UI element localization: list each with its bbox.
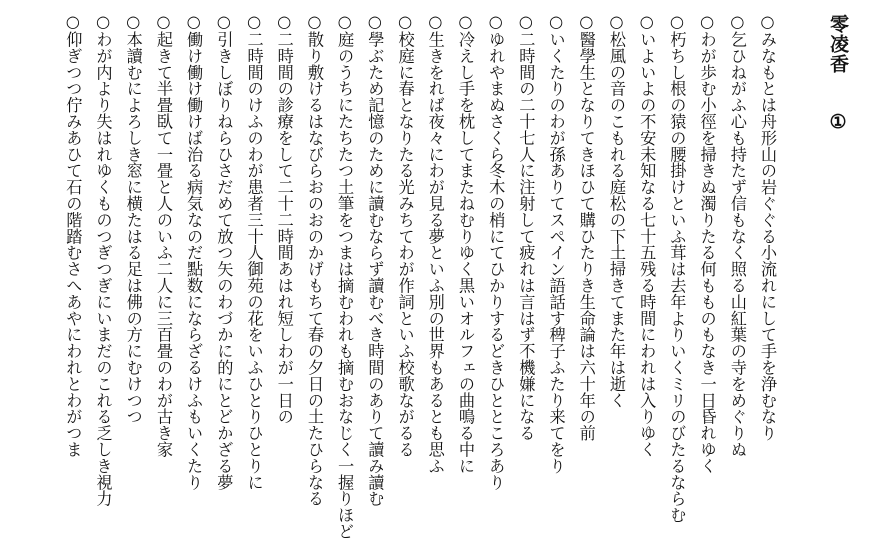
poem-text: 仰ぎつつ佇みあひて石の階踏むさへあやにわれとわがつま <box>63 31 83 458</box>
poem-line <box>450 12 480 474</box>
poem-line <box>208 12 238 490</box>
poem-text: 働け働け働けば治る病気なのだ點数にならざるけふもいくたり <box>184 31 204 491</box>
circle-marker-icon: ○ <box>395 12 415 32</box>
poem-text: 散り敷けるはなびらおのおのかげもちて春の夕日の土たひらなる <box>304 31 324 507</box>
poem-line <box>148 12 178 458</box>
poem-text: 二時間の診療をして二十二時間あはれ短しわが一日の <box>274 31 294 425</box>
circle-marker-icon: ○ <box>304 12 324 32</box>
poem-text: 乞ひねがふ心も持たず信もなく照る山紅葉の寺をめぐりぬ <box>727 31 747 458</box>
poem-text: みなもとは舟形山の岩ぐぐる小流れにして手を浄むなり <box>758 31 777 442</box>
poem-line <box>691 12 721 474</box>
poem-text: 學ぶため記憶のために讀むならず讀むべき時間のありて讀み讀む <box>365 31 385 507</box>
poem-text: わが内より失はれゆくものつぎつぎにいまだのこれる乏しき視力 <box>93 31 113 507</box>
circle-marker-icon: ○ <box>576 12 596 32</box>
poem-line <box>178 12 208 490</box>
circle-marker-icon: ○ <box>606 12 626 32</box>
poem-text: ゆれやまぬさくら冬木の梢にてひかりするどきひとところあり <box>486 31 506 491</box>
circle-marker-icon: ○ <box>546 12 566 32</box>
circle-marker-icon: ○ <box>637 12 657 32</box>
poem-line <box>87 12 117 507</box>
poem-text: 校庭に春となりたる光みちてわが作詞といふ校歌ながるる <box>395 31 415 458</box>
poem-line <box>480 12 510 490</box>
poem-text: 本讀むによろしき窓に横たはる足は佛の方にむけつつ <box>123 31 143 425</box>
circle-marker-icon: ○ <box>516 12 536 32</box>
poem-line <box>299 12 329 507</box>
poem-text: 起きて半畳臥て一畳と人のいふ二人に三百畳のわが古き家 <box>153 31 173 458</box>
poem-text: 二時間の二十七人に注射して疲れは言はず不機嫌になる <box>516 31 536 442</box>
poem-line <box>752 12 782 441</box>
poem-text: 朽ちし根の猿の腰掛けといふ茸は去年よりいくミリのびたるならむ <box>667 31 687 524</box>
poem-text: いくたりのわが孫ありてスペイン語話す稗子ふたり来てをり <box>546 31 566 475</box>
circle-marker-icon: ○ <box>486 12 506 32</box>
poem-text: 冷えし手を枕してまたねむりゆく黒いオルフェの曲鳴る中に <box>455 31 475 475</box>
document-title <box>824 14 852 134</box>
poem-text: いよいよの不安未知なる七十五残る時間にわれは入りゆく <box>637 31 657 458</box>
circle-marker-icon: ○ <box>697 12 717 32</box>
poem-line <box>359 12 389 507</box>
circle-marker-icon: ○ <box>184 12 204 32</box>
circle-marker-icon: ○ <box>153 12 173 32</box>
circle-marker-icon: ○ <box>455 12 475 32</box>
poem-text: 庭のうちにたちたつ土筆をつまは摘むわれも摘むおなじく一握りほど <box>335 31 355 540</box>
poem-text: 二時間のけふのわが患者三十人御苑の花をいふひとりひとりに <box>244 31 264 491</box>
poem-line <box>420 12 450 474</box>
circle-marker-icon: ○ <box>123 12 143 32</box>
poem-line <box>118 12 148 425</box>
poem-text: わが歩む小徑を掃きぬ濁りたる何もものもなき一日昏れゆく <box>697 31 717 475</box>
poem-text: 醫學生となりてきほひて購ひたりき生命論は六十年の前 <box>576 31 596 442</box>
circle-marker-icon: ○ <box>274 12 294 32</box>
poem-line <box>269 12 299 425</box>
circle-marker-icon: ○ <box>93 12 113 32</box>
circle-marker-icon: ○ <box>758 12 777 32</box>
poem-line <box>329 12 359 540</box>
poem-text: 松風の音のこもれる庭松の下土掃きてまた年は逝く <box>606 31 626 409</box>
poem-text: 引きしぼりねらひさだめて放つ矢のわづかに的にとどかざる夢 <box>214 31 234 491</box>
circle-marker-icon: ○ <box>667 12 687 32</box>
poem-line <box>601 12 631 408</box>
circle-marker-icon: ○ <box>365 12 385 32</box>
circle-marker-icon: ○ <box>425 12 445 32</box>
poem-line <box>57 12 87 458</box>
poem-line <box>661 12 691 523</box>
poem-line <box>631 12 661 458</box>
poem-line <box>389 12 419 458</box>
poem-line <box>510 12 540 441</box>
poem-line <box>571 12 601 441</box>
poem-line <box>722 12 752 458</box>
circle-marker-icon: ○ <box>727 12 747 32</box>
section-number: ① <box>827 111 849 134</box>
poem-line <box>238 12 268 490</box>
circle-marker-icon: ○ <box>335 12 355 32</box>
poem-list <box>12 12 782 542</box>
poem-text: 生きをれば夜々にわが見る夢といふ別の世界もあるとも思ふ <box>425 31 445 475</box>
circle-marker-icon: ○ <box>214 12 234 32</box>
circle-marker-icon: ○ <box>244 12 264 32</box>
poem-line <box>540 12 570 474</box>
title-text: 零凌香 <box>827 14 849 74</box>
circle-marker-icon: ○ <box>63 12 83 32</box>
